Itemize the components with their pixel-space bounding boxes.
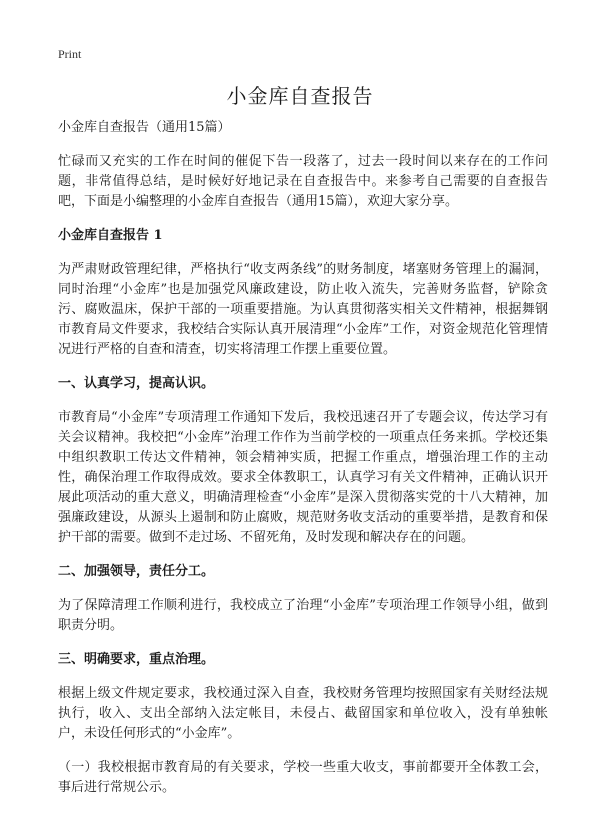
section-1-paragraph: 为严肃财政管理纪律，严格执行“收支两条线”的财务制度，堵塞财务管理上的漏洞，同时治理“小金库”也是加强党风廉政建设，防止收入流失，完善财务监督，铲除贪污、腐败温床，保护干部的一项重要措施。为认真贯彻落实相关文件精神，根据舞钢市教育局文件要求，我校结合实际认真开展清理“小金库”工作，对资金规范化管理情况进行严格的自查和清查，切实将清理工作摆上重要位置。 <box>58 262 548 357</box>
document-body <box>58 118 548 812</box>
study-paragraph: 市教育局“小金库”专项清理工作通知下发后，我校迅速召开了专题会议，传达学习有关会议精神。我校把“小金库”治理工作作为当前学校的一项重点任务来抓。学校还集中组织教职工传达文件精神，领会精神实质，把握工作重点，增强治理工作的主动性，确保治理工作取得成效。要求全体教职工，认真学习有关文件精神，正确认识开展此项活动的重大意义，明确清理检查“小金库”是深入贯彻落实党的十八大精神，加强廉政建设，从源头上遏制和防止腐败，规范财务收支活动的重要举措，是教育和保护干部的需要。做到不走过场、不留死角，及时发现和解决存在的问题。 <box>58 410 548 545</box>
intro-paragraph: 忙碌而又充实的工作在时间的催促下告一段落了，过去一段时间以来存在的工作问题，非常值得总结，是时候好好地记录在自查报告中。来参考自己需要的自查报告吧，下面是小编整理的小金库自查报告（通用15篇），欢迎大家分享。 <box>58 154 548 209</box>
requirements-paragraph: 根据上级文件规定要求，我校通过深入自查，我校财务管理均按照国家有关财经法规执行，收入、支出全部纳入法定帐目，未侵占、截留国家和单位收入，没有单独帐户，未设任何形式的“小金库”。 <box>58 686 548 741</box>
page-title: 小金库自查报告 <box>226 84 374 108</box>
item-1-paragraph: （一）我校根据市教育局的有关要求，学校一些重大收支，事前都要开全体教工会，事后进行常规公示。 <box>58 760 548 795</box>
section-heading-1: 小金库自查报告 1 <box>58 228 163 243</box>
document-subtitle: 小金库自查报告（通用15篇） <box>58 120 231 135</box>
print-link[interactable]: Print <box>58 47 82 61</box>
heading-requirements: 三、明确要求，重点治理。 <box>58 652 215 667</box>
heading-study: 一、认真学习，提高认识。 <box>58 376 215 391</box>
heading-leadership: 二、加强领导，责任分工。 <box>58 564 215 579</box>
leadership-paragraph: 为了保障清理工作顺利进行，我校成立了治理“小金库”专项治理工作领导小组，做到职责分明。 <box>58 598 548 633</box>
